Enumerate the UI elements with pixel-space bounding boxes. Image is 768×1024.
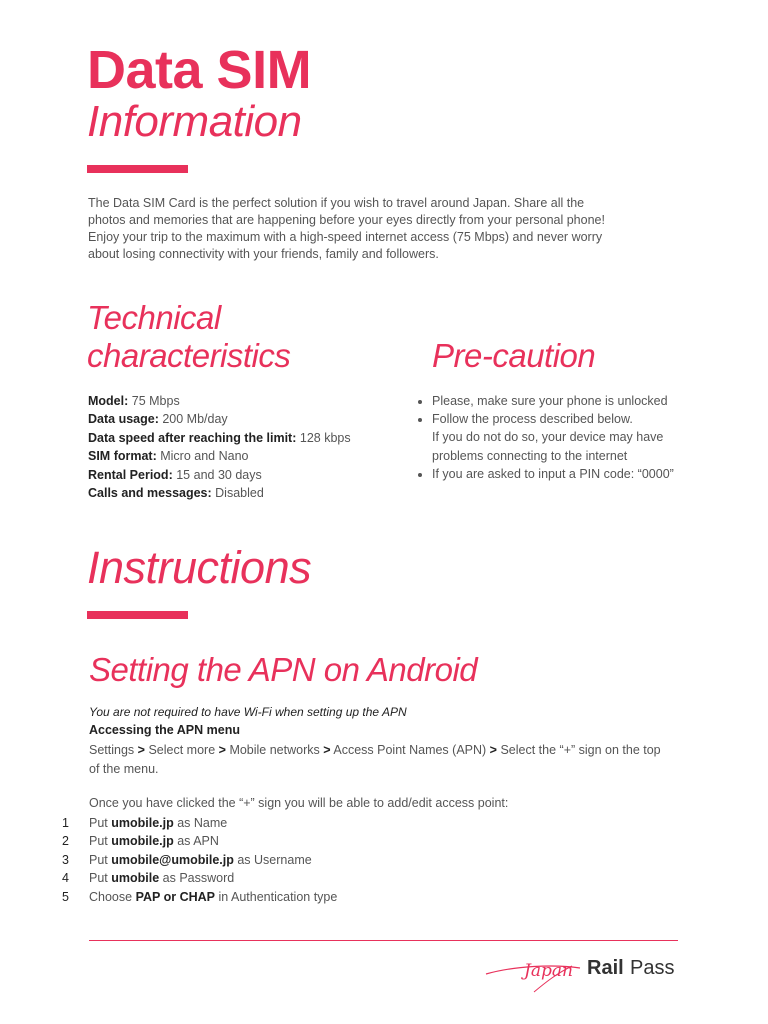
step-post: in Authentication type	[218, 889, 338, 904]
step-number: 2	[62, 834, 69, 849]
step-value: PAP or CHAP	[135, 889, 215, 904]
japan-rail-pass-logo	[484, 952, 684, 998]
apn-step	[62, 869, 337, 887]
step-number: 5	[62, 889, 69, 904]
precaution-item: • If you are asked to input a PIN code: “0000”	[432, 465, 704, 483]
spec-value: 75 Mbps	[131, 394, 180, 408]
intro-paragraph: The Data SIM Card is the perfect solution if you wish to travel around Japan. Share all the photos and memories that are happening before your eyes directly from your personal phone! Enjoy your trip to the maximum with a high-speed internet access (75 Mbps) and never worry about losing connectivity with your friends, family and followers.	[88, 196, 605, 261]
spec-value: 128 kbps	[299, 430, 351, 445]
spec-list	[88, 392, 351, 502]
footer-divider	[89, 940, 678, 941]
spec-label: Rental Period:	[88, 467, 173, 482]
spec-label: Calls and messages:	[88, 486, 212, 501]
step-value: umobile@umobile.jp	[111, 852, 234, 867]
logo-pass: Pass	[630, 957, 675, 979]
apn-menu-heading: Accessing the APN menu	[89, 723, 240, 737]
step-pre: Put	[89, 816, 108, 830]
spec-value: Disabled	[215, 486, 264, 501]
path-separator: >	[489, 743, 497, 757]
path-separator: >	[137, 743, 145, 757]
apn-steps	[62, 814, 337, 906]
apn-menu-path	[89, 741, 669, 779]
precaution-item: • Please, make sure your phone is unlocked	[432, 392, 704, 410]
title-underline	[87, 165, 188, 173]
step-pre: Put	[89, 871, 108, 886]
path-select-sign: Select the “+” sign on the top of the menu.	[89, 743, 661, 776]
spec-value: 15 and 30 days	[176, 467, 262, 482]
spec-row-data-usage	[88, 410, 351, 428]
page-subtitle: Information	[87, 97, 302, 146]
step-post: as Username	[237, 852, 312, 867]
apn-heading: Setting the APN on Android	[89, 651, 478, 688]
apn-step	[62, 851, 337, 869]
step-value: umobile.jp	[111, 834, 174, 849]
step-post: as Name	[177, 816, 228, 830]
technical-heading-line2: characteristics	[87, 337, 291, 374]
spec-value: Micro and Nano	[160, 449, 249, 464]
step-value: umobile	[111, 871, 160, 886]
path-apn: Access Point Names (APN)	[333, 743, 487, 757]
precaution-item-text: If you do not do so, your device may have problems connecting to the internet	[432, 430, 664, 463]
spec-row-sim-format	[88, 447, 351, 465]
step-post: as APN	[177, 834, 219, 849]
step-pre: Put	[89, 834, 108, 849]
step-post: as Password	[162, 871, 235, 886]
spec-label: Data speed after reaching the limit:	[88, 430, 297, 445]
apn-step	[62, 832, 337, 850]
spec-row-rental-period	[88, 466, 351, 484]
precaution-item	[432, 410, 704, 465]
apn-step	[62, 888, 337, 906]
spec-value: 200 Mb/day	[162, 412, 228, 427]
path-separator: >	[323, 743, 331, 757]
spec-label: Data usage:	[88, 412, 159, 427]
precaution-heading: Pre-caution	[432, 337, 596, 374]
spec-row-model	[88, 392, 351, 410]
logo-rail: Rail	[587, 957, 624, 979]
step-value: umobile.jp	[111, 816, 174, 830]
page-title: Data SIM	[87, 40, 312, 100]
path-settings: Settings	[89, 743, 135, 757]
apn-once-text: Once you have clicked the “+” sign you will be able to add/edit access point:	[89, 796, 509, 810]
spec-label: SIM format:	[88, 449, 157, 464]
precaution-item-text: Follow the process described below.	[432, 412, 633, 427]
step-number: 3	[62, 852, 69, 867]
apn-step	[62, 814, 337, 832]
step-pre: Choose	[89, 889, 133, 904]
instructions-heading: Instructions	[87, 542, 312, 593]
instructions-underline	[87, 611, 188, 619]
path-mobile-networks: Mobile networks	[229, 743, 320, 757]
path-select-more: Select more	[148, 743, 216, 757]
step-pre: Put	[89, 852, 108, 867]
logo-script: Japan	[524, 961, 573, 981]
spec-label: Model:	[88, 394, 129, 408]
apn-note: You are not required to have Wi-Fi when setting up the APN	[89, 705, 407, 719]
spec-row-calls	[88, 484, 351, 502]
spec-row-speed-limit	[88, 429, 351, 447]
technical-heading-line1: Technical	[87, 299, 221, 336]
path-separator: >	[218, 743, 226, 757]
step-number: 4	[62, 871, 69, 886]
step-number: 1	[62, 816, 69, 830]
precaution-list	[414, 392, 704, 483]
